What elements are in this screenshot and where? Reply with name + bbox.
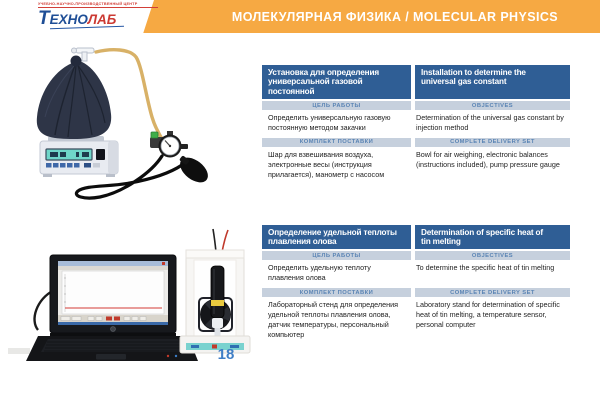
header-bar <box>0 0 600 33</box>
table2-delivery-en: Laboratory stand for determination of specific heat of tin melting, a temperature sensor, personal computer <box>415 299 570 343</box>
table1-objective-en: Determination of the universal gas constant by injection method <box>415 112 570 136</box>
table1-objectives-label-ru: ЦЕЛЬ РАБОТЫ <box>262 101 411 110</box>
table2-delivery-label-en: COMPLETE DELIVERY SET <box>415 288 570 297</box>
table1-objective-ru: Определить универсальную газовую постоянную методом закачки <box>262 112 411 136</box>
logo-wordmark <box>38 9 158 28</box>
table1-delivery-en: Bowl for air weighing, electronic balances (instructions included), pump pressure gauge <box>415 149 570 183</box>
table1-delivery-label-en: COMPLETE DELIVERY SET <box>415 138 570 147</box>
table2-delivery-label-ru: КОМПЛЕКТ ПОСТАВКИ <box>262 288 411 297</box>
table1-title-en: Installation to determine the universal gas constant <box>415 65 570 99</box>
table1-delivery-label-ru: КОМПЛЕКТ ПОСТАВКИ <box>262 138 411 147</box>
gas-constant-setup-photo <box>12 45 247 215</box>
table1-delivery-ru: Шар для взвешивания воздуха, электронные весы (инструкция прилагается), манометр с насосом <box>262 149 411 183</box>
table2-title-ru: Определение удельной теплоты плавления олова <box>262 225 411 249</box>
pressure-gauge <box>150 131 188 158</box>
laptop <box>26 255 198 361</box>
cable-strip <box>8 348 30 354</box>
heater-cylinder <box>211 266 224 336</box>
page-number: 18 <box>217 346 235 363</box>
sensor-wire-red <box>222 230 228 252</box>
laptop-logo <box>111 327 116 332</box>
table2-objectives-label-en: OBJECTIVES <box>415 251 570 260</box>
sensor-wire-black <box>213 229 216 252</box>
table2-objective-ru: Определить удельную теплоту плавления олова <box>262 262 411 286</box>
tin-melting-table <box>262 225 570 343</box>
electronic-balance <box>40 136 118 177</box>
gas-constant-table <box>262 65 570 183</box>
table2-delivery-ru: Лабораторный стенд для определения удельной теплоты плавления олова, датчик температуры, персональный компьютер <box>262 299 411 343</box>
page-title: МОЛЕКУЛЯРНАЯ ФИЗИКА / MOLECULAR PHYSICS <box>231 9 558 24</box>
logo-letter-t: Т <box>38 8 50 30</box>
logo-tagline: УЧЕБНО-НАУЧНО-ПРОИЗВОДСТВЕННЫЙ ЦЕНТР <box>38 3 158 8</box>
air-weighing-bag <box>37 56 111 140</box>
table2-title-en: Determination of specific heat of tin melting <box>415 225 570 249</box>
logo-text-red: ЛАБ <box>87 12 117 28</box>
table1-objectives-label-en: OBJECTIVES <box>415 101 570 110</box>
table2-objectives-label-ru: ЦЕЛЬ РАБОТЫ <box>262 251 411 260</box>
table1-title-ru: Установка для определения универсальной газовой постоянной <box>262 65 411 99</box>
logo-text-blue: ЕХНО <box>49 12 88 28</box>
tin-melting-stand <box>180 229 250 353</box>
technolab-logo <box>38 3 158 28</box>
table2-objective-en: To determine the specific heat of tin melting <box>415 262 570 286</box>
